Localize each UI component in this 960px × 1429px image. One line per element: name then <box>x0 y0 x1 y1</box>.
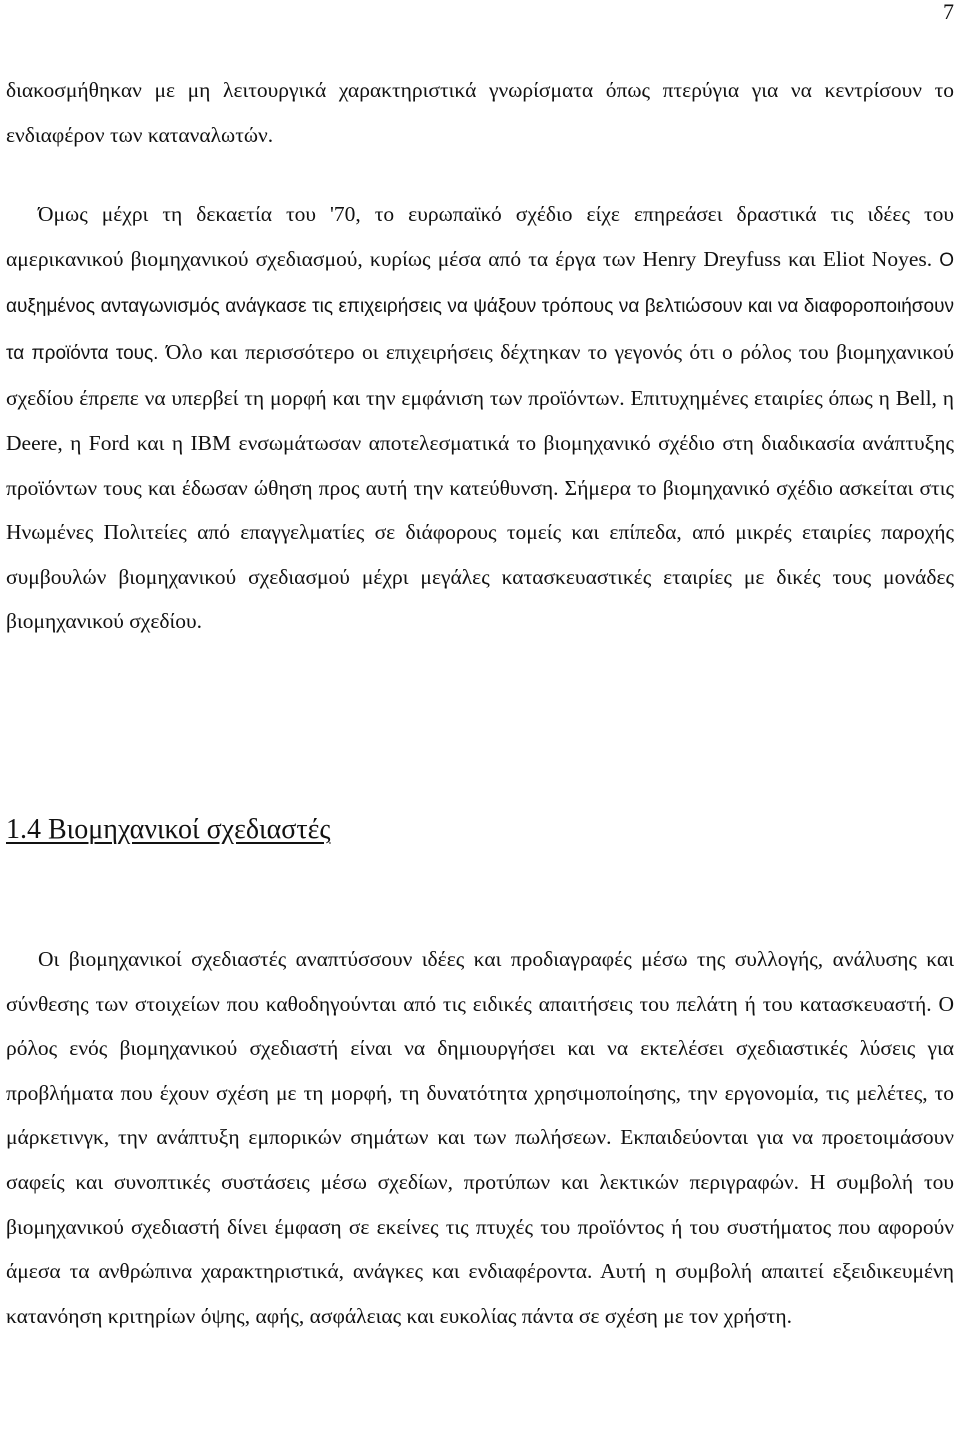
paragraph-history <box>6 192 954 644</box>
paragraph-designers <box>6 937 954 1338</box>
page-number: 7 <box>943 0 954 24</box>
section-heading: 1.4 Βιομηχανικοί σχεδιαστές <box>6 814 331 845</box>
paragraph-history-part-a: Όμως μέχρι τη δεκαετία του '70, το ευρωπαϊκό σχέδιο είχε επηρεάσει δραστικά τις ιδέες του αμερικανικού βιομηχανικού σχεδιασμού, κυρίως μέσα από τα έργα των Henry Dreyfuss και Eliot Noyes. <box>6 202 954 271</box>
paragraph-history-part-c: Όλο και περισσότερο οι επιχειρήσεις δέχτηκαν το γεγονός ότι ο ρόλος του βιομηχανικού σχεδίου έπρεπε να υπερβεί τη μορφή και την εμφάνιση των προϊόντων. Επιτυχημένες εταιρίες όπως η Bell, η Deere, η Ford και η IBM ενσωμάτωσαν αποτελεσματικά το βιομηχανικό σχέδιο στη διαδικασία ανάπτυξης προϊόντων τους και έδωσαν ώθηση προς αυτή την κατεύθυνση. Σήμερα το βιομηχανικό σχέδιο ασκείται στις Ηνωμένες Πολιτείες από επαγγελματίες σε διάφορους τομείς και επίπεδα, από μικρές εταιρίες παροχής συμβουλών βιομηχανικού σχεδιασμού μέχρι μεγάλες κατασκευαστικές εταιρίες με δικές τους μονάδες βιομηχανικού σχεδίου. <box>6 339 954 634</box>
paragraph-designers-text: Οι βιομηχανικοί σχεδιαστές αναπτύσσουν ιδέες και προδιαγραφές μέσω της συλλογής, ανάλυσης και σύνθεσης των στοιχείων που καθοδηγούνται από τις ειδικές απαιτήσεις του πελάτη ή του κατασκευαστή. Ο ρόλος ενός βιομηχανικού σχεδιαστή είναι να δημιουργήσει και να εκτελέσει σχεδιαστικές λύσεις για προβλήματα που έχουν σχέση με τη μορφή, τη δυνατότητα χρησιμοποίησης, την εργονομία, τις μελέτες, το μάρκετινγκ, την ανάπτυξη εμπορικών σημάτων και των πωλήσεων. Εκπαιδεύονται για να προετοιμάσουν σαφείς και συνοπτικές συστάσεις μέσω σχεδίων, προτύπων και λεκτικών περιγραφών. Η συμβολή του βιομηχανικού σχεδιαστή δίνει έμφαση σε εκείνες τις πτυχές του προϊόντος ή του συστήματος που αφορούν άμεσα τα ανθρώπινα χαρακτηριστικά, ανάγκες και ενδιαφέροντα. Αυτή η συμβολή απαιτεί εξειδικευμένη κατανόηση κριτηρίων όψης, αφής, ασφάλειας και ευκολίας πάντα σε σχέση με τον χρήστη. <box>6 947 954 1328</box>
paragraph-continuation: διακοσμήθηκαν με μη λειτουργικά χαρακτηριστικά γνωρίσματα όπως πτερύγια για να κεντρίσουν το ενδιαφέρον των καταναλωτών. <box>6 78 954 147</box>
paragraph-history-part-b: Ο αυξημένος ανταγωνισμός ανάγκασε τις επιχειρήσεις να ψάξουν τρόπους να βελτιώσουν και να διαφοροποιήσουν τα προϊόντα τους. <box>6 249 955 364</box>
